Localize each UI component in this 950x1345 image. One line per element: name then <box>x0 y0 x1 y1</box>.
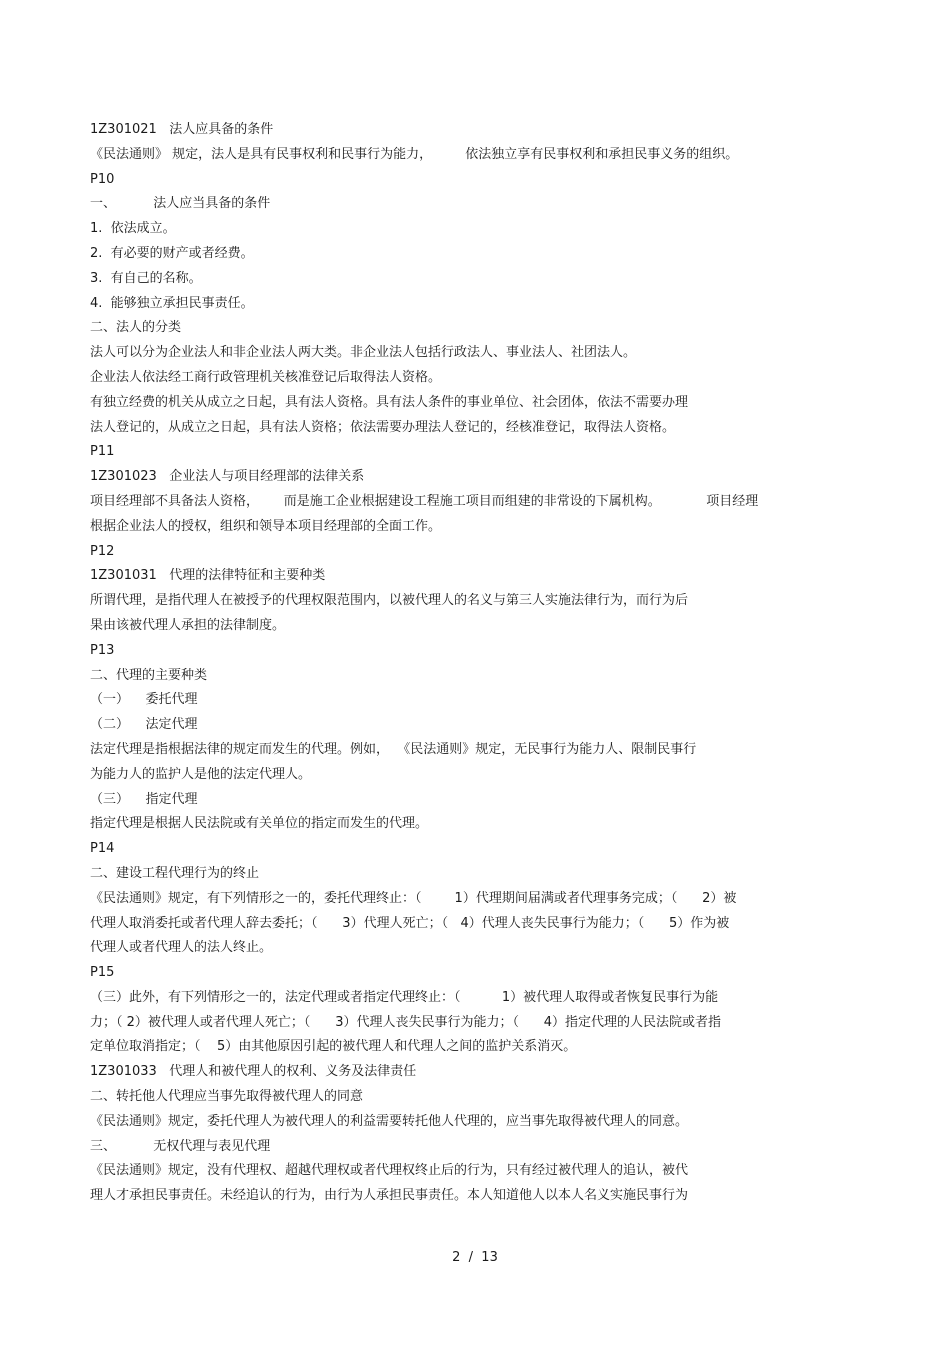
text-line: 有独立经费的机关从成立之日起，具有法人资格。具有法人条件的事业单位、社会团体，依法不需要办理 <box>90 394 689 410</box>
text-line: （三） 指定代理 <box>90 791 198 807</box>
text-line: 二、法人的分类 <box>90 320 182 336</box>
page-number: 2 / 13 <box>452 1250 498 1265</box>
text-line: P10 <box>90 171 115 187</box>
text-line: P15 <box>90 965 115 981</box>
text-line: P12 <box>90 543 115 559</box>
text-line: 代理人或者代理人的法人终止。 <box>90 940 273 956</box>
text-line: 力；（ 2）被代理人或者代理人死亡；（ 3）代理人丧失民事行为能力；（ 4）指定代理的人民法院或者指 <box>90 1014 722 1030</box>
text-line: 1Z301021 法人应具备的条件 <box>90 122 274 137</box>
text-line: 法人登记的，从成立之日起，具有法人资格；依法需要办理法人登记的，经核准登记，取得法人资格。 <box>90 419 676 435</box>
text-line: 项目经理部不具备法人资格， 而是施工企业根据建设工程施工项目而组建的非常设的下属机构。 项目经理 <box>90 493 759 509</box>
text-line: 理人才承担民事责任。未经追认的行为，由行为人承担民事责任。本人知道他人以本人名义实施民事行为 <box>90 1188 689 1204</box>
text-line: 3. 有自己的名称。 <box>90 270 202 286</box>
text-line: （三）此外，有下列情形之一的，法定代理或者指定代理终止：（ 1）被代理人取得或者恢复民事行为能 <box>90 989 719 1005</box>
text-line: 所谓代理，是指代理人在被授予的代理权限范围内，以被代理人的名义与第三人实施法律行为，而行为后 <box>90 593 689 609</box>
text-line: 指定代理是根据人民法院或有关单位的指定而发生的代理。 <box>90 816 429 832</box>
text-line: 1Z301033 代理人和被代理人的权利、义务及法律责任 <box>90 1064 417 1080</box>
text-line: 《民法通则》规定，有下列情形之一的，委托代理终止：（ 1）代理期间届满或者代理事务完成；（ 2）被 <box>90 890 737 906</box>
text-line: P13 <box>90 642 115 658</box>
text-line: 为能力人的监护人是他的法定代理人。 <box>90 766 312 782</box>
text-line: 二、代理的主要种类 <box>90 667 208 683</box>
text-line: 《民法通则》规定，没有代理权、超越代理权或者代理权终止后的行为，只有经过被代理人的追认，被代 <box>90 1163 689 1179</box>
text-line: 《民法通则》规定，委托代理人为被代理人的利益需要转托他人代理的，应当事先取得被代理人的同意。 <box>90 1113 689 1129</box>
text-line: 果由该被代理人承担的法律制度。 <box>90 617 286 633</box>
text-line: 代理人取消委托或者代理人辞去委托；（ 3）代理人死亡；（ 4）代理人丧失民事行为能力；（ 5）作为被 <box>90 915 730 931</box>
text-line: 三、 无权代理与表见代理 <box>90 1138 271 1154</box>
text-line: 4. 能够独立承担民事责任。 <box>90 295 254 311</box>
text-line: 1. 依法成立。 <box>90 221 176 237</box>
text-line: 二、建设工程代理行为的终止 <box>90 865 260 881</box>
text-line: 一、 法人应当具备的条件 <box>90 196 271 212</box>
text-line: 《民法通则》 规定，法人是具有民事权利和民事行为能力， 依法独立享有民事权利和承担民事义务的组织。 <box>90 146 739 162</box>
document-body <box>90 118 870 1209</box>
text-line: 法定代理是指根据法律的规定而发生的代理。例如， 《民法通则》规定，无民事行为能力人、限制民事行 <box>90 741 697 757</box>
text-line: P11 <box>90 444 115 460</box>
text-line: 企业法人依法经工商行政管理机关核准登记后取得法人资格。 <box>90 369 442 385</box>
text-line: 根据企业法人的授权，组织和领导本项目经理部的全面工作。 <box>90 518 442 534</box>
text-line: 2. 有必要的财产或者经费。 <box>90 245 254 261</box>
text-line: （一） 委托代理 <box>90 692 198 708</box>
text-line: （二） 法定代理 <box>90 717 198 733</box>
text-line: 1Z301031 代理的法律特征和主要种类 <box>90 568 326 584</box>
text-line: 定单位取消指定；（ 5）由其他原因引起的被代理人和代理人之间的监护关系消灭。 <box>90 1039 577 1055</box>
text-line: P14 <box>90 841 115 857</box>
text-line: 1Z301023 企业法人与项目经理部的法律关系 <box>90 469 365 485</box>
text-line: 二、转托他人代理应当事先取得被代理人的同意 <box>90 1089 364 1105</box>
text-line: 法人可以分为企业法人和非企业法人两大类。非企业法人包括行政法人、事业法人、社团法人。 <box>90 345 637 361</box>
